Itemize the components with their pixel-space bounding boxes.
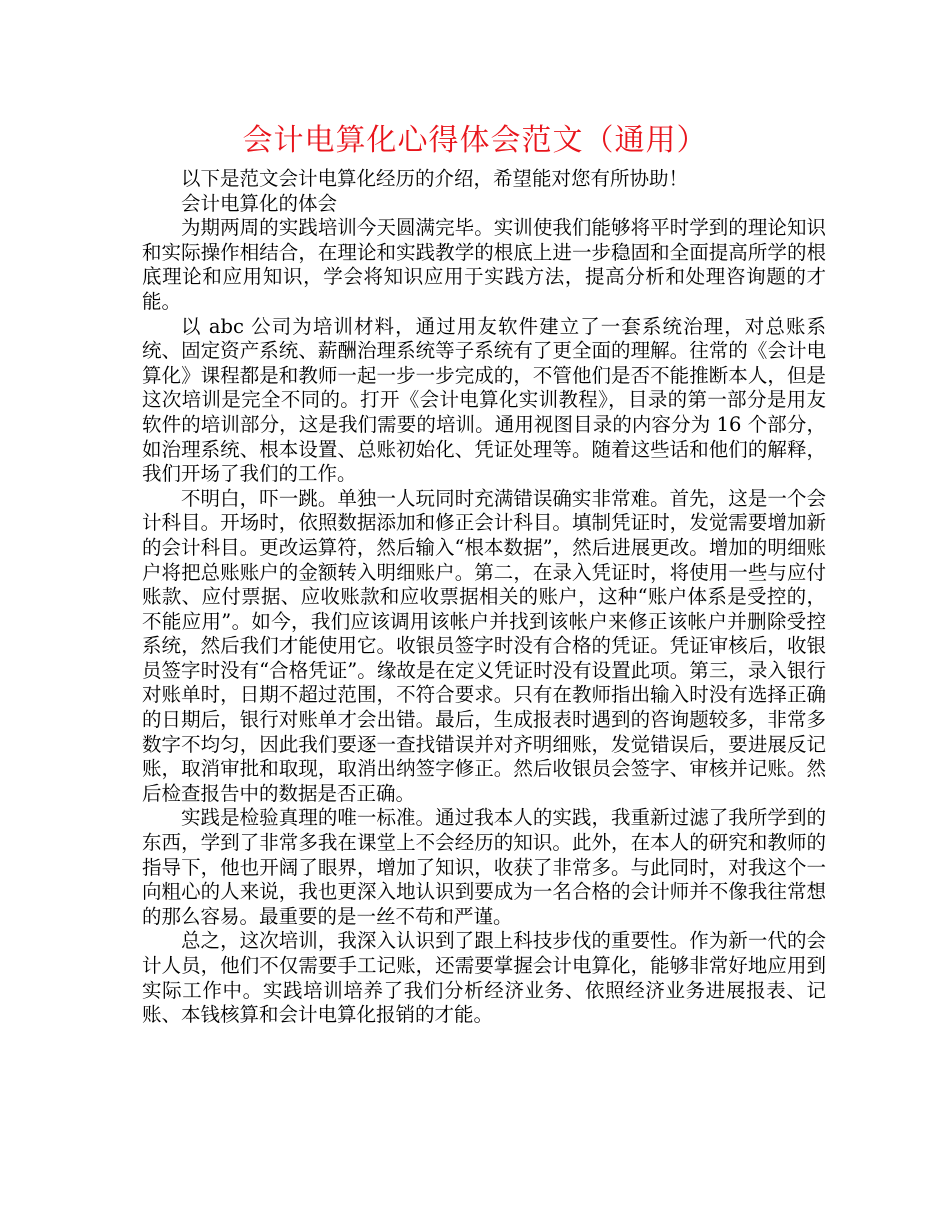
body-paragraph: 实践是检验真理的唯一标准。通过我本人的实践，我重新过滤了我所学到的东西，学到了非常多我在课堂上不会经历的知识。此外，在本人的研究和教师的指导下，他也开阔了眼界，增加了知识，收获了非常多。与此同时，对我这个一向粗心的人来说，我也更深入地认识到要成为一名合格的会计师并不像我往常想的那么容易。最重要的是一丝不苟和严谨。 <box>142 806 826 928</box>
document-body <box>142 167 826 1028</box>
body-paragraph: 总之，这次培训，我深入认识到了跟上科技步伐的重要性。作为新一代的会计人员，他们不仅需要手工记账，还需要掌握会计电算化，能够非常好地应用到实际工作中。实践培训培养了我们分析经济业务、依照经济业务进展报表、记账、本钱核算和会计电算化报销的才能。 <box>142 929 826 1027</box>
body-paragraph: 以 abc 公司为培训材料，通过用友软件建立了一套系统治理，对总账系统、固定资产系统、薪酬治理系统等子系统有了更全面的理解。往常的《会计电算化》课程都是和教师一起一步一步完成的，不管他们是否不能推断本人，但是这次培训是完全不同的。打开《会计电算化实训教程》，目录的第一部分是用友软件的培训部分，这是我们需要的培训。通用视图目录的内容分为 16 个部分，如治理系统、根本设置、总账初始化、凭证处理等。随着这些话和他们的解释，我们开场了我们的工作。 <box>142 314 826 486</box>
intro-paragraph: 以下是范文会计电算化经历的介绍，希望能对您有所协助！ <box>181 167 689 190</box>
body-paragraph: 为期两周的实践培训今天圆满完毕。实训使我们能够将平时学到的理论知识和实际操作相结合，在理论和实践教学的根底上进一步稳固和全面提高所学的根底理论和应用知识，学会将知识应用于实践方法，提高分析和处理咨询题的才能。 <box>142 216 826 313</box>
document-title: 会计电算化心得体会范文（通用） <box>242 123 708 158</box>
body-paragraph: 不明白，吓一跳。单独一人玩同时充满错误确实非常难。首先，这是一个会计科目。开场时，依照数据添加和修正会计科目。填制凭证时，发觉需要增加新的会计科目。更改运算符，然后输入“根本数据”，然后进展更改。增加的明细账户将把总账账户的金额转入明细账户。第二，在录入凭证时，将使用一些与应付账款、应付票据、应收账款和应收票据相关的账户，这种“账户体系是受控的，不能应用”。如今，我们应该调用该帐户并找到该帐户来修正该帐户并删除受控系统，然后我们才能使用它。收银员签字时没有合格的凭证。凭证审核后，收银员签字时没有“合格凭证”。缘故是在定义凭证时没有设置此项。第三，录入银行对账单时，日期不超过范围，不符合要求。只有在教师指出输入时没有选择正确的日期后，银行对账单才会出错。最后，生成报表时遇到的咨询题较多，非常多数字不均匀，因此我们要逐一查找错误并对齐明细账，发觉错误后，要进展反记账，取消审批和取现，取消出纳签字修正。然后收银员会签字、审核并记账。然后检查报告中的数据是否正确。 <box>142 486 826 805</box>
section-heading: 会计电算化的体会 <box>181 191 338 215</box>
